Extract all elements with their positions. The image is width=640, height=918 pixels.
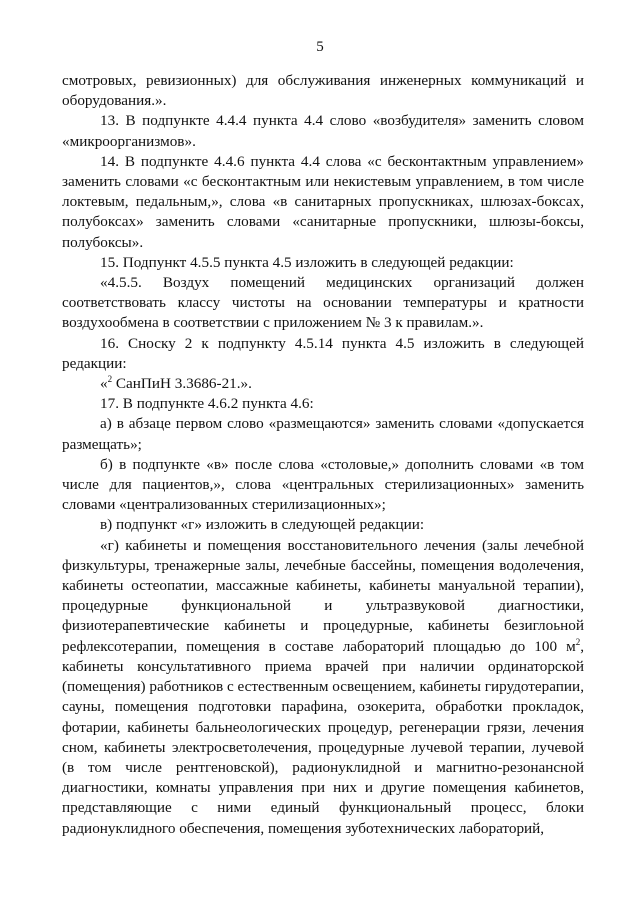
- quote-g-text-before: «г) кабинеты и помещения восстановительного лечения (залы лечебной физкультуры, тренажерные залы, лечебные бассейны, помещения водолечения, кабинеты остеопатии, массажные кабинеты, кабинеты мануальной терапии), процедурные функциональной и ультразвуковой диагностики, физиотерапевтические кабинеты и процедурные, кабинеты безиглоьной рефлексотерапии, помещения в составе лабораторий площадью до 100 м: [62, 536, 584, 655]
- area-unit-superscript: 2: [575, 636, 581, 647]
- paragraph-subitem-b: б) в подпункте «в» после слова «столовые,» дополнить словами «в том числе для пациентов,», слова «центральных стерилизационных» заменить словами «централизованных стерилизационных»;: [62, 455, 584, 514]
- paragraph-subitem-a: а) в абзаце первом слово «размещаются» заменить словами «допускается размещать»;: [62, 415, 584, 453]
- paragraph-quote-g: [62, 536, 584, 839]
- footnote-text: СанПиН 3.3686-21.».: [112, 375, 252, 393]
- page-number: 5: [316, 39, 324, 55]
- footnote-quote-open: «: [100, 375, 108, 393]
- footnote-number: 2: [107, 373, 113, 384]
- document-body: [62, 71, 584, 839]
- paragraph-item-14: 14. В подпункте 4.4.6 пункта 4.4 слова «с бесконтактным управлением» заменить словами «с бесконтактным или некистевым управлением, в том числе локтевым, педальным,», слова «в санитарных пропускниках, шлюзах-боксах, полубоксах» заменить словами «санитарные пропускники, шлюзы-боксы, полубоксы».: [62, 152, 584, 251]
- paragraph-item-17: 17. В подпункте 4.6.2 пункта 4.6:: [100, 395, 314, 413]
- paragraph-subitem-v: в) подпункт «г» изложить в следующей редакции:: [100, 516, 425, 534]
- paragraph-item-15: 15. Подпункт 4.5.5 пункта 4.5 изложить в следующей редакции:: [100, 253, 514, 271]
- paragraph-item-16: 16. Сноску 2 к подпункту 4.5.14 пункта 4.5 изложить в следующей редакции:: [62, 334, 584, 372]
- paragraph-item-13: 13. В подпункте 4.4.4 пункта 4.4 слово «возбудителя» заменить словом «микроорганизмов».: [62, 112, 584, 150]
- quote-g-text-after: , кабинеты консультативного приема врачей при наличии ординаторской (помещения) работников с естественным освещением, кабинеты гирудотерапии, сауны, помещения подготовки парафина, озокерита, обработки прокладок, фотарии, кабинеты бальнеологических процедур, регенерации грязи, лечения сном, кабинеты электросветолечения, процедурные лучевой терапии, лучевой (в том числе рентгеновской), радионуклидной и магнитно-резонансной диагностики, комнаты управления при них и другие помещения кабинетов, представляющие с ними единый функциональный процесс, блоки радионуклидного обеспечения, помещения зуботехнических лабораторий,: [62, 637, 584, 837]
- paragraph-quote-4-5-5: «4.5.5. Воздух помещений медицинских организаций должен соответствовать классу чистоты на основании температуры и кратности воздухообмена в соответствии с приложением № 3 к правилам.».: [62, 274, 584, 332]
- paragraph-footnote-quote: [62, 374, 584, 394]
- paragraph-continuation: смотровых, ревизионных) для обслуживания инженерных коммуникаций и оборудования.».: [62, 72, 584, 110]
